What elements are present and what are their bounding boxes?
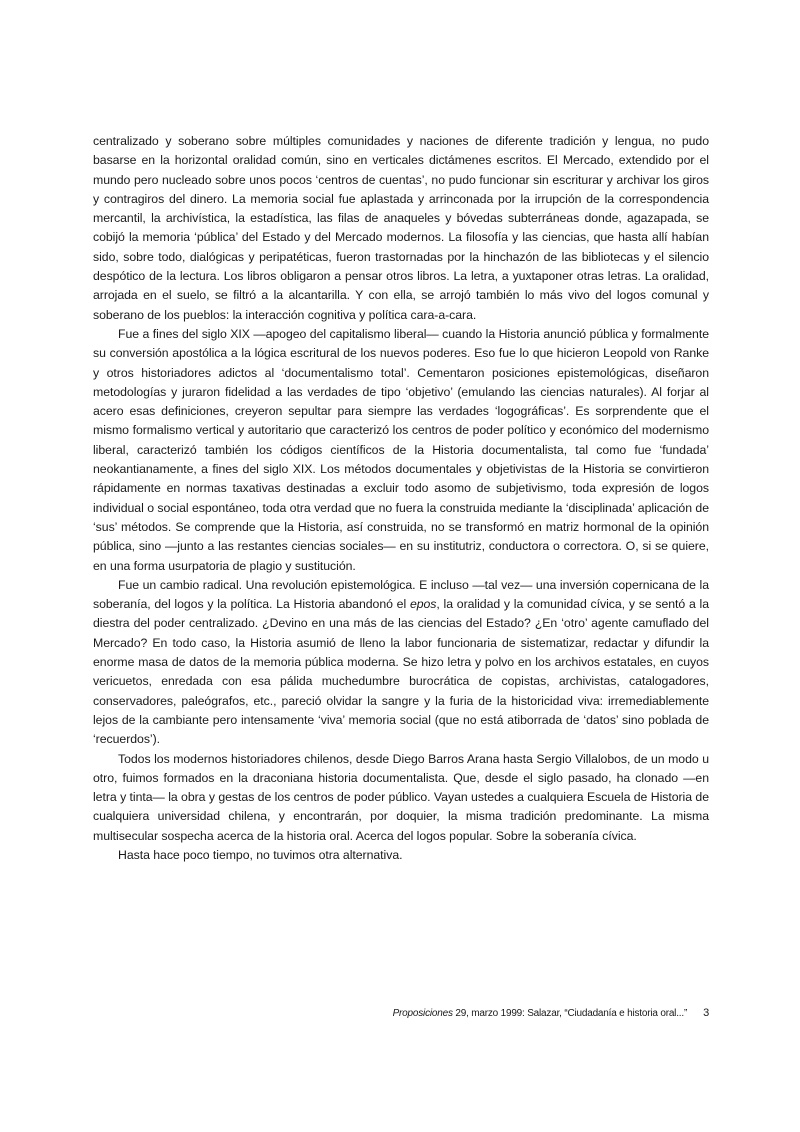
paragraph bbox=[93, 325, 709, 576]
footer-journal-name: Proposiciones bbox=[392, 1008, 453, 1019]
paragraph bbox=[93, 576, 709, 750]
paragraph-text: Todos los modernos historiadores chilenos, desde Diego Barros Arana hasta Sergio Villalobos, de un modo u otro, fuimos formados en la draconiana historia documentalista. Que, desde el siglo pasado, ha clonado —en letra y tinta— la obra y gestas de los centros de poder público. Vayan ustedes a cualquiera Escuela de Historia de cualquiera universidad chilena, y encontrarán, por doquier, la misma tradición predominante. La misma multisecular sospecha acerca de la historia oral. Acerca del logos popular. Sobre la soberanía cívica. bbox=[93, 751, 709, 843]
footer-citation: 29, marzo 1999: Salazar, “Ciudadanía e historia oral...” bbox=[452, 1008, 688, 1019]
paragraph bbox=[93, 846, 709, 865]
paragraph-text: Hasta hace poco tiempo, no tuvimos otra alternativa. bbox=[118, 847, 403, 862]
paragraph bbox=[93, 132, 709, 325]
document-body bbox=[93, 132, 709, 865]
paragraph-text: Fue un cambio radical. Una revolución epistemológica. E incluso —tal vez— una inversión copernicana de la soberanía, del logos y la política. La Historia abandonó el bbox=[93, 577, 709, 612]
paragraph bbox=[93, 750, 709, 846]
paragraph-text: , la oralidad y la comunidad cívica, y se sentó a la diestra del poder centralizado. ¿Devino en una más de las ciencias del Estado? ¿En ‘otro’ agente camuflado del Mercado? En todo caso, la Historia asumió de lleno la labor funcionaria de sistematizar, redactar y difundir la enorme masa de datos de la memoria pública moderna. Se hizo letra y polvo en los archivos estatales, en cuyos vericuetos, enredada con esa pálida muchedumbre burocrática de copistas, archivistas, catalogadores, conservadores, paleógrafos, etc., pareció olvidar la sangre y la furia de la historicidad viva: irremediablemente lejos de la cambiante pero intensamente ‘viva’ memoria social (que no está atiborrada de ‘datos’ sino poblada de ‘recuerdos’). bbox=[93, 597, 710, 747]
page-number: 3 bbox=[703, 1007, 709, 1019]
paragraph-text: Fue a fines del siglo XIX —apogeo del capitalismo liberal— cuando la Historia anunció pública y formalmente su conversión apostólica a la lógica escritural de los nuevos poderes. Eso fue lo que hicieron Leopold von Ranke y otros historiadores adictos al ‘documentalismo total’. Cementaron posiciones epistemológicas, diseñaron metodologías y juraron fidelidad a las verdades de tipo ‘objetivo’ (emulando las ciencias naturales). Al forjar al acero esas definiciones, creyeron sepultar para siempre las verdades ‘logográficas’. Es sorprendente que el mismo formalismo vertical y autoritario que caracterizó los centros de poder político y económico del modernismo liberal, caracterizó también los códigos científicos de la Historia documentalista, tal como fue ‘fundada’ neokantianamente, a fines del siglo XIX. Los métodos documentales y objetivistas de la Historia se convirtieron rápidamente en normas taxativas destinadas a excluir todo asomo de subjetivismo, toda expresión de logos individual o social espontáneo, toda otra verdad que no fuera la construida mediante la ‘disciplinada’ aplicación de ‘sus’ métodos. Se comprende que la Historia, así construida, no se transformó en matriz hormonal de la opinión pública, sino —junto a las restantes ciencias sociales— en su institutriz, conductora o correctora. O, si se quiere, en una forma usurpatoria de plagio y sustitución. bbox=[93, 326, 709, 573]
page-footer bbox=[0, 1007, 709, 1019]
paragraph-text: centralizado y soberano sobre múltiples comunidades y naciones de diferente tradición y lengua, no pudo basarse en la horizontal oralidad común, sino en verticales dictámenes escritos. El Mercado, extendido por el mundo pero nucleado sobre unos pocos ‘centros de cuentas’, no pudo funcionar sin escriturar y archivar los giros y contragiros del dinero. La memoria social fue aplastada y arrinconada por la irrupción de la correspondencia mercantil, la archivística, la estadística, las filas de anaqueles y bóvedas subterráneas donde, agazapada, se cobijó la memoria ‘pública’ del Estado y del Mercado modernos. La filosofía y las ciencias, que hasta allí habían sido, sobre todo, dialógicas y peripatéticas, fueron trastornadas por la hinchazón de las bibliotecas y el silencio despótico de la lectura. Los libros obligaron a pensar otros libros. La letra, a yuxtaponer otras letras. La oralidad, arrojada en el suelo, se filtró a la alcantarilla. Y con ella, se arrojó también lo más vivo del logos comunal y soberano de los pueblos: la interacción cognitiva y política cara-a-cara. bbox=[93, 134, 709, 322]
italic-term: epos bbox=[409, 597, 437, 612]
